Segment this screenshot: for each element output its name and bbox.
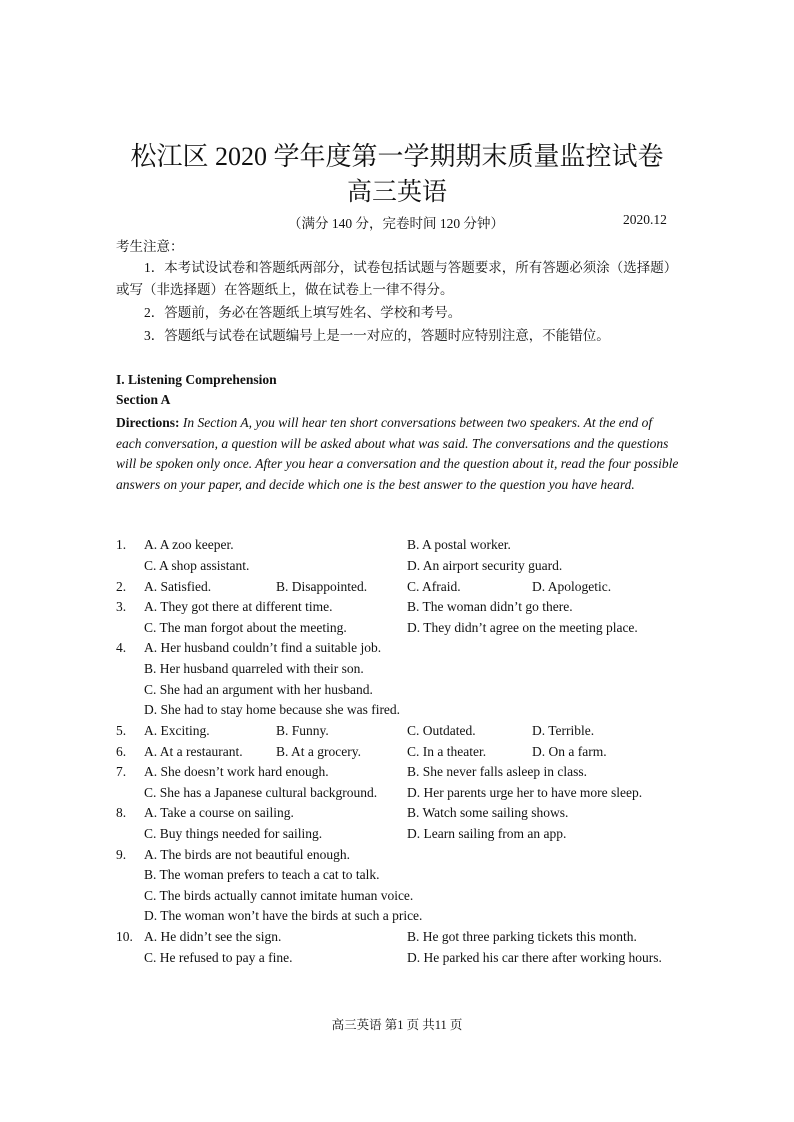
option-b: B. Funny. [276, 723, 329, 738]
option-a: A. The birds are not beautiful enough. [144, 847, 350, 862]
option-b: B. Disappointed. [276, 579, 368, 594]
option-c: C. Outdated. [407, 723, 476, 738]
option-b: B. A postal worker. [407, 537, 511, 552]
option-d: D. Learn sailing from an app. [407, 826, 567, 841]
option-d: D. The woman won’t have the birds at such a price. [144, 908, 423, 923]
question-number: 8. [116, 805, 127, 820]
option-c: C. He refused to pay a fine. [144, 950, 293, 965]
option-b: B. He got three parking tickets this month. [407, 929, 637, 944]
question-number: 2. [116, 579, 127, 594]
directions-text: In Section A, you will hear ten short conversations between two speakers. At the end of each conversation, a question will be asked about what was said. The conversations and the questions will be spoken only once. After you hear a conversation and the question about it, read the four possible answers on your paper, and decide which one is the best answer to the question you have heard. [116, 415, 679, 492]
option-d: D. She had to stay home because she was fired. [144, 702, 401, 717]
directions-label: Directions: [116, 415, 180, 430]
option-d: D. Apologetic. [532, 579, 612, 594]
notice-item-1: 1．本考试设试卷和答题纸两部分，试卷包括试题与答题要求，所有答题必须涂（选择题）或写（非选择题）在答题纸上，做在试卷上一律不得分。 [116, 260, 671, 297]
option-d: D. On a farm. [532, 744, 607, 759]
option-d: D. They didn’t agree on the meeting place. [407, 620, 638, 635]
page-footer: 高三英语 第1 页 共11 页 [331, 1018, 463, 1032]
question-number: 7. [116, 764, 127, 779]
option-a: A. A zoo keeper. [144, 537, 234, 552]
option-d: D. An airport security guard. [407, 558, 563, 573]
option-b: B. The woman didn’t go there. [407, 599, 573, 614]
option-a: A. Take a course on sailing. [144, 805, 294, 820]
option-a: A. Satisfied. [144, 579, 212, 594]
question-number: 9. [116, 847, 127, 862]
option-d: D. He parked his car there after working hours. [407, 950, 662, 965]
option-a: A. Exciting. [144, 723, 210, 738]
option-c: C. The man forgot about the meeting. [144, 620, 347, 635]
option-b: B. Her husband quarreled with their son. [144, 661, 364, 676]
exam-date: 2020.12 [623, 212, 667, 227]
option-c: C. Buy things needed for sailing. [144, 826, 323, 841]
option-a: A. He didn’t see the sign. [144, 929, 282, 944]
section-heading: Section A [116, 392, 171, 407]
notice-item-3: 3．答题纸与试卷在试题编号上是一一对应的，答题时应特别注意，不能错位。 [144, 328, 610, 343]
option-c: C. She has a Japanese cultural background. [144, 785, 378, 800]
option-b: B. She never falls asleep in class. [407, 764, 587, 779]
option-c: C. The birds actually cannot imitate human voice. [144, 888, 414, 903]
directions [116, 413, 681, 495]
option-a: A. Her husband couldn’t find a suitable job. [144, 640, 382, 655]
option-b: B. At a grocery. [276, 744, 361, 759]
question-number: 5. [116, 723, 127, 738]
question-number: 3. [116, 599, 127, 614]
notice-heading: 考生注意： [116, 239, 184, 254]
question-number: 1. [116, 537, 127, 552]
option-a: A. They got there at different time. [144, 599, 333, 614]
option-a: A. She doesn’t work hard enough. [144, 764, 329, 779]
option-c: C. In a theater. [407, 744, 487, 759]
exam-title: 松江区 2020 学年度第一学期期末质量监控试卷 [130, 142, 664, 171]
notice-item-2: 2．答题前，务必在答题纸上填写姓名、学校和考号。 [144, 305, 462, 320]
option-d: D. Her parents urge her to have more sleep. [407, 785, 643, 800]
option-c: C. A shop assistant. [144, 558, 250, 573]
option-a: A. At a restaurant. [144, 744, 243, 759]
exam-meta: （满分 140 分，完卷时间 120 分钟） [288, 216, 504, 231]
option-c: C. She had an argument with her husband. [144, 682, 373, 697]
option-c: C. Afraid. [407, 579, 461, 594]
option-b: B. The woman prefers to teach a cat to talk. [144, 867, 380, 882]
option-d: D. Terrible. [532, 723, 595, 738]
question-number: 10. [116, 929, 133, 944]
exam-subtitle: 高三英语 [346, 179, 447, 206]
question-number: 4. [116, 640, 127, 655]
part-heading: I. Listening Comprehension [116, 372, 277, 387]
question-number: 6. [116, 744, 127, 759]
option-b: B. Watch some sailing shows. [407, 805, 569, 820]
